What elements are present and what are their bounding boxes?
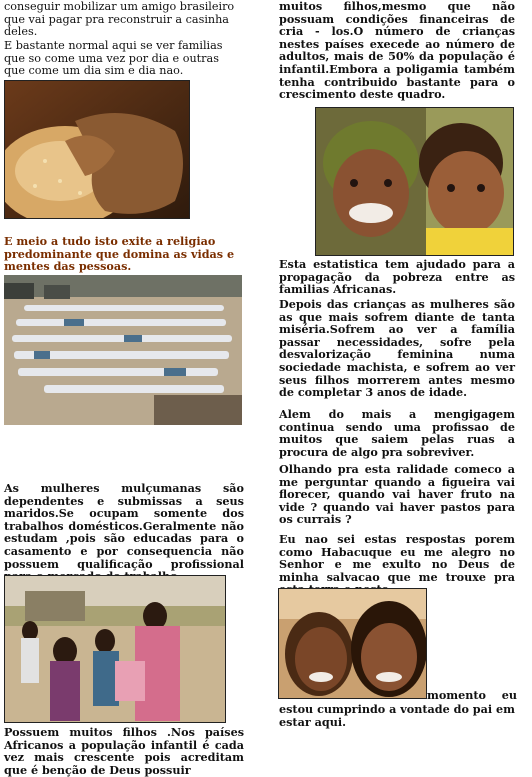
- photo-mass-prayer: [4, 275, 242, 425]
- paragraph-habacuque: Eu nao sei estas respostas porem como Habacuque eu me alegro no Senhor e me exulto no Deus de minha salvacao que me trouxe pra: [279, 532, 515, 584]
- paragraph-refeicoes: E bastante normal aqui se ver familias que so come uma vez por dia e outras que come um dia sim e dia nao.: [4, 39, 223, 78]
- paragraph-mendigagem: Alem do mais a mengigagem continua sendo uma profissao de muitos que saiem pelas ruas a procura de algo pra sobreviver.: [279, 407, 515, 459]
- paragraph-reconstruir: conseguir mobilizar um amigo brasileiro que vai pagar pra reconstruir a casinha deles.: [4, 0, 235, 39]
- paragraph-mulheres-sofrem: Depois das crianças as mulheres são as que mais sofrem diante de tanta miséria.Sofrem ao ver a família passar necessidades, sofre pela desvalorização feminina numa sociedade machista, e sofrem ao ver seus filhos morrerem antes mesmo de completar 3 anos de idade.: [279, 297, 515, 400]
- photo-two-women: [278, 588, 427, 699]
- paragraph-religiao: E meio a tudo isto exite a religiao predominante que domina as vidas e mentes das pessoas.: [4, 234, 235, 274]
- paragraph-filhos: Possuem muitos filhos .Nos países Africanos a população infantil é cada vez mais crescente pois acreditam que é benção de Deus possuir: [4, 725, 244, 777]
- paragraph-momento: momento eu: [427, 688, 517, 702]
- paragraph-vontade: estou cumprindo a vontade do pai em estar aqui.: [279, 702, 515, 729]
- paragraph-mulheres: As mulheres mulçumanas são dependentes e submissas a seus maridos.Se ocupam somente dos trabalhos domésticos.Geralmente não estudam ,pois são educadas para o casamento e por consequencia não possuem qualificação profissional: [4, 481, 244, 571]
- paragraph-populacao-infantil: muitos filhos,mesmo que não possuam condições financeiras de cria - los.O número de crianças nestes países execede ao número de adultos, mais de 50% da população é infantil.Embora a poligamia também tenha contribuido bastante para o crescimento deste quadro.: [279, 0, 515, 102]
- photo-mother-child: [315, 107, 514, 256]
- photo-hand-with-food: [4, 80, 190, 219]
- photo-women-children: [4, 575, 226, 723]
- paragraph-figueira: Olhando pra esta ralidade comeco a me perguntar quando a figueira vai florecer, quando vai haver fruto na vide ? quando vai haver pastos para os currais ?: [279, 462, 515, 527]
- paragraph-estatistica: Esta estatistica tem ajudado para a propagação da pobreza entre as familias Africanas.: [279, 257, 515, 297]
